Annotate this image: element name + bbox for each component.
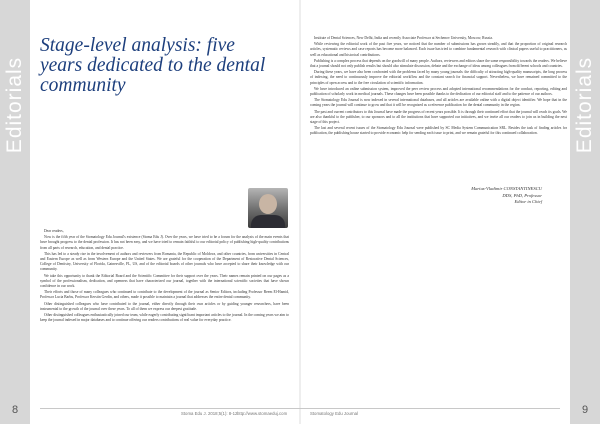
author-role: Editor in Chief bbox=[514, 199, 542, 204]
page-number-right: 9 bbox=[581, 404, 589, 416]
paragraph: While reviewing the editorial work of the past five years, we noticed that the number of submissions has grown steadily, and that the proportion of original research articles, systematic reviews and case reports has become more balanced. Each issue has tried to combine fundamental research with clinical papers useful to practitioners, as well as educational and historical contributions. bbox=[310, 42, 567, 57]
paragraph: We have introduced an online submission system, improved the peer review process and adopted international recommendations for the conduct, reporting, editing and publication of scholarly work in medical journals. These changes have been possible thanks to the dedication of our editorial staff and to the patience of our authors. bbox=[310, 86, 567, 97]
article-title: Stage-level analysis: five years dedicated to the dental community bbox=[40, 35, 266, 96]
paragraph: Publishing is a complex process that depends on the goodwill of many people. Authors, reviewers and editors share the same responsibility towards the readers. We believe that a journal should not only publish results but should also stimulate discussion, debate and the exchange of ideas among colleagues from different schools and countries. bbox=[310, 58, 567, 69]
author-name: Marius-Vladimir CONSTANTINESCU bbox=[471, 186, 542, 191]
paragraph: This has led to a steady rise in the involvement of authors and reviewers from Romania, the Republic of Moldova, and other countries, from universities in Central and Eastern Europe as well as from Western Europe and the United States. We are grateful for the cooperation of the Department of Restorative Dental Sciences, College of Dentistry, University of Florida, Gainesville, FL, US, and of the editorial boards of other journals who have accepted to share their knowledge with our community. bbox=[40, 251, 289, 272]
left-side-tab bbox=[0, 0, 30, 424]
body-text-right bbox=[310, 36, 567, 406]
author-suit bbox=[251, 215, 285, 228]
paragraph: Institute of Dental Sciences, New Delhi, India and recently Associate Professor at Sechenov University, Moscow, Russia. bbox=[314, 36, 493, 40]
footer-journal-name: Stomatology Edu Journal bbox=[310, 411, 359, 416]
paragraph: Other distinguished colleagues who have contributed to the journal, either directly through their own articles or by guiding younger researchers, have been instrumental to the growth of the journal over these years. To all of them we express our deepest gratitude. bbox=[40, 301, 289, 311]
footer-url-link[interactable]: http://www.stomaeduj.com bbox=[237, 411, 288, 416]
section-label: Editorials bbox=[3, 56, 26, 154]
paragraph: The past and current contributors to this Journal have made the progress of recent years possible. It is through their continued effort that the journal will reach its goals. We are also thankful to the publisher, to our sponsors and to all the institutions that have supported our initiatives, and we invite all our readers to join us in building the next stage of this project. bbox=[310, 109, 567, 125]
paragraph: Other distinguished colleagues enthusiastically joined our team, while eagerly contributing significant important articles to the journal. In the coming years we aim to keep the journal indexed in major databases and to continue offering our readers contributions of real value for everyday practice. bbox=[40, 313, 289, 323]
paragraph: The last and several recent issues of the Stomatology Edu Journal were published by SC Media System Communication SRL. Besides the task of finding articles for publication, the publishing house started to provide economic help for sending each issue to print, and we remain grateful for this continued collaboration. bbox=[310, 126, 567, 136]
footer-citation: Stoma Edu J. 2018;5(1): 8-12. bbox=[181, 411, 239, 416]
paragraph: We take this opportunity to thank the Editorial Board and the Scientific Committee for their support over the years. Their names remain printed on our pages as a symbol of the professionalism, dedication, and openness that have characterized our journal, together with the international scientific societies that have shown confidence in our work. bbox=[40, 273, 289, 289]
footer-rule bbox=[40, 408, 560, 409]
page-gutter bbox=[299, 0, 301, 424]
page-number-left: 8 bbox=[11, 404, 19, 416]
paragraph: The Stomatology Edu Journal is now indexed in several international databases, and all articles are available online with a digital object identifier. We hope that in the coming years the journal will continue to grow and that it will be recognized as a reference publication for the dental community in the region. bbox=[310, 98, 567, 108]
author-degrees: DDS, PhD, Professor bbox=[502, 192, 542, 198]
author-face bbox=[259, 194, 277, 214]
section-label-right: Editorials bbox=[573, 56, 596, 154]
paragraph: Their efforts and those of many colleagues who continued to contribute to the development of the journal as Senior Editors, including Professor Reem El-Hamid, Professor Lucia Barbu, Professor Kerstin Gerdin, and others, made it possible to maintain a journal that addresses the entire dental community. bbox=[40, 290, 289, 300]
author-photo bbox=[248, 188, 288, 228]
paragraph: During these years, we have also been confronted with the problems faced by many young journals: the difficulty of attracting high-quality manuscripts, the long process of indexing, the need to continuously improve the editorial workflow and the constant search for financial support. Nevertheless, we have remained committed to the principles of open access and to the free circulation of scientific information. bbox=[310, 70, 567, 85]
right-side-tab bbox=[570, 0, 600, 424]
paragraph: Now is the fifth year of the Stomatology Edu Journal's existence (Stoma Edu J). Over the years, we have tried to be a forum for the analysis of the main events that have brought progress to the dental profession. It has not been easy, and we have tried to remain faithful to our editorial policy of publishing high-quality contributions from all parts of research, education, and dental practice. bbox=[40, 235, 289, 250]
body-text-left bbox=[40, 229, 289, 407]
paragraph: Dear readers, bbox=[44, 229, 64, 233]
